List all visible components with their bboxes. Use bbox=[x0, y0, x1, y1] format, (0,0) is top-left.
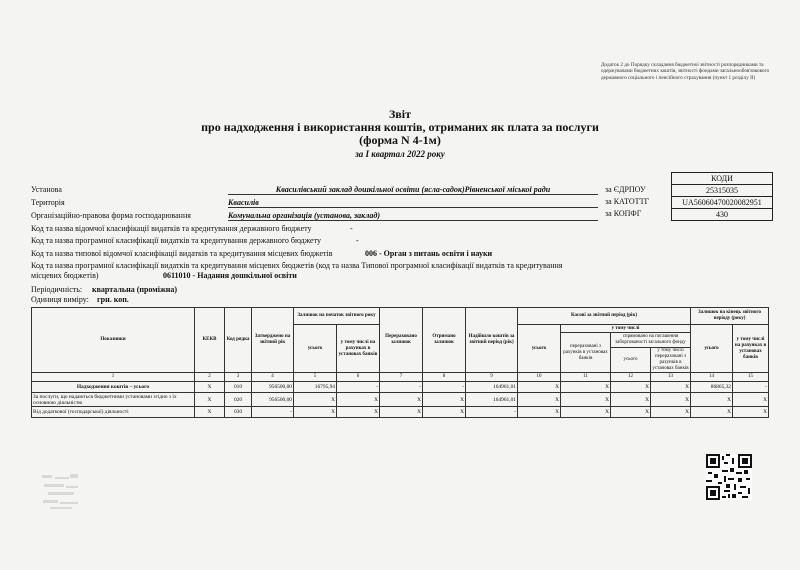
header-approved: Затверджено на звітний рік bbox=[252, 308, 294, 373]
header-cash-total: усього bbox=[518, 325, 561, 373]
table-cell: - bbox=[380, 382, 423, 393]
table-row bbox=[32, 393, 769, 407]
report-table bbox=[31, 307, 769, 418]
header-balance-start: Залишок на початок звітного року bbox=[294, 308, 380, 325]
header-transferred: Перераховано залишок bbox=[380, 308, 423, 373]
org-form-label: Організаційно-правова форма господарювання bbox=[31, 211, 191, 220]
institution-value: Квасилівський заклад дошкільної освіти (ясла-садок)Рівненської міської ради bbox=[228, 185, 598, 195]
periodicity-value: квартальна (проміжна) bbox=[92, 285, 178, 294]
dept-classification-value: - bbox=[350, 224, 353, 233]
table-cell: - bbox=[733, 382, 769, 393]
table-cell: X bbox=[380, 407, 423, 418]
table-cell: X bbox=[611, 407, 651, 418]
codes-header: КОДИ bbox=[672, 173, 772, 185]
table-cell: X bbox=[195, 407, 225, 418]
report-period: за I квартал 2022 року bbox=[355, 149, 445, 159]
katottg-code: UA56060470020082951 bbox=[672, 197, 772, 209]
prog-classification-label: Код та назва програмної класифікації видатків та кредитування державного бюджету bbox=[31, 236, 321, 245]
column-numbers-row bbox=[32, 373, 769, 382]
table-cell: X bbox=[651, 393, 691, 407]
prog-classification-value: - bbox=[356, 236, 359, 245]
annex-note: Додаток 2 до Порядку складання бюджетної звітності розпорядниками та одержувачами бюджетних коштів, звітності фондами загальнообов'язкового державного соціального і пенсійного страхування (пункт 1 розділу II) bbox=[601, 62, 770, 81]
table-row bbox=[32, 382, 769, 393]
local-classification-label: Код та назва програмної класифікації видатків та кредитування місцевих бюджетів (код та назва Типової програмної класифікації видатків та кредитування місцевих бюджетів) bbox=[31, 261, 563, 280]
stamp-icon bbox=[40, 472, 90, 512]
table-cell: X bbox=[561, 393, 611, 407]
table-cell: 164961,01 bbox=[466, 393, 518, 407]
table-cell: X bbox=[733, 393, 769, 407]
table-cell: - bbox=[337, 382, 380, 393]
report-title: Звіт bbox=[388, 107, 412, 121]
table-cell: 030 bbox=[225, 407, 252, 418]
table-cell: X bbox=[561, 382, 611, 393]
table-cell: X bbox=[561, 407, 611, 418]
table-cell: X bbox=[337, 407, 380, 418]
column-number: 6 bbox=[337, 373, 380, 382]
column-number: 8 bbox=[423, 373, 466, 382]
table-row bbox=[32, 407, 769, 418]
unit-value: грн. коп. bbox=[97, 295, 129, 304]
table-cell: X bbox=[195, 382, 225, 393]
column-number: 10 bbox=[518, 373, 561, 382]
table-cell: 956500,00 bbox=[252, 382, 294, 393]
unit-label: Одиниця виміру: bbox=[31, 295, 89, 304]
column-number: 14 bbox=[691, 373, 733, 382]
header-cash-incl: у тому числі bbox=[561, 325, 691, 333]
table-cell: X bbox=[294, 407, 337, 418]
table-cell: - bbox=[466, 407, 518, 418]
table-cell: 020 bbox=[225, 393, 252, 407]
edrpou-code: 25315035 bbox=[672, 185, 772, 197]
form-number: (форма N 4-1м) bbox=[359, 133, 441, 147]
table-cell: - bbox=[252, 407, 294, 418]
local-classification-value: 0611010 - Надання дошкільної освіти bbox=[163, 271, 297, 280]
table-cell: X bbox=[195, 393, 225, 407]
org-form-value: Комунальна організація (установа, заклад) bbox=[228, 211, 598, 221]
table-cell: X bbox=[423, 393, 466, 407]
header-balance-start-total: усього bbox=[294, 325, 337, 373]
table-cell: X bbox=[518, 393, 561, 407]
column-number: 13 bbox=[651, 373, 691, 382]
header-balance-start-bank: у тому числі на рахунках в установах банків bbox=[337, 325, 380, 373]
table-cell: X bbox=[691, 407, 733, 418]
table-cell: X bbox=[651, 382, 691, 393]
typical-classification-value: 006 - Орган з питань освіти і науки bbox=[365, 249, 493, 258]
header-kekv: КЕКВ bbox=[195, 308, 225, 373]
table-cell: X bbox=[380, 393, 423, 407]
table-cell: X bbox=[611, 382, 651, 393]
codes-box bbox=[671, 172, 773, 221]
header-cash-expenses: Касові за звітний період (рік) bbox=[518, 308, 691, 325]
table-cell: X bbox=[294, 393, 337, 407]
column-number: 1 bbox=[32, 373, 195, 382]
header-received-year: Надійшло коштів за звітний період (рік) bbox=[466, 308, 518, 373]
institution-label: Установа bbox=[31, 185, 62, 194]
header-sent-to-special-fund: спрямовано на погашення заборгованості загального фонду bbox=[611, 333, 691, 348]
qr-code-icon bbox=[706, 454, 752, 500]
territory-label: Територія bbox=[31, 198, 65, 207]
table-cell: 010 bbox=[225, 382, 252, 393]
edrpou-label: за ЄДРПОУ bbox=[605, 185, 646, 194]
dept-classification-label: Код та назва відомчої класифікації видатків та кредитування державного бюджету bbox=[31, 224, 312, 233]
column-number: 2 bbox=[195, 373, 225, 382]
table-cell: X bbox=[651, 407, 691, 418]
column-number: 4 bbox=[252, 373, 294, 382]
header-sent-total: усього bbox=[611, 348, 651, 373]
header-row-code: Код рядка bbox=[225, 308, 252, 373]
column-number: 9 bbox=[466, 373, 518, 382]
row-label: За послуги, що надаються бюджетними установами згідно з їх основною діяльністю bbox=[32, 393, 195, 407]
header-balance-end-total: усього bbox=[691, 325, 733, 373]
kopfg-code: 430 bbox=[716, 210, 728, 219]
table-cell: X bbox=[518, 382, 561, 393]
column-number: 5 bbox=[294, 373, 337, 382]
table-cell: 164961,01 bbox=[466, 382, 518, 393]
header-balance-end-bank: у тому числі на рахунках в установах банків bbox=[733, 325, 769, 373]
table-cell: X bbox=[423, 407, 466, 418]
kopfg-label: за КОПФГ bbox=[605, 209, 642, 218]
column-number: 15 bbox=[733, 373, 769, 382]
header-balance-end: Залишок на кінець звітного періоду (року) bbox=[691, 308, 769, 325]
periodicity-label: Періодичність: bbox=[31, 285, 83, 294]
table-cell: X bbox=[733, 407, 769, 418]
katottg-label: за КАТОТТГ bbox=[605, 197, 650, 206]
column-number: 7 bbox=[380, 373, 423, 382]
column-number: 11 bbox=[561, 373, 611, 382]
table-cell: X bbox=[691, 393, 733, 407]
header-received-balance: Отримано залишок bbox=[423, 308, 466, 373]
table-cell: 16795,94 bbox=[294, 382, 337, 393]
table-cell: X bbox=[611, 393, 651, 407]
table-cell: 86865,32 bbox=[691, 382, 733, 393]
report-subtitle: про надходження і використання коштів, отриманих як плата за послуги bbox=[201, 120, 599, 134]
typical-classification-label: Код та назва типової відомчої класифікації видатків та кредитування місцевих бюджетів bbox=[31, 249, 333, 258]
column-number: 3 bbox=[225, 373, 252, 382]
column-number: 12 bbox=[611, 373, 651, 382]
row-label: Від додаткової (господарської) діяльності bbox=[32, 407, 195, 418]
table-cell: 956500,00 bbox=[252, 393, 294, 407]
header-transferred-from-accounts: перераховані з рахунків в установах банків bbox=[561, 333, 611, 373]
table-cell: - bbox=[423, 382, 466, 393]
row-label: Надходження коштів – усього bbox=[32, 382, 195, 393]
header-sent-incl-accounts: у тому числі перераховані з рахунків в установах банків bbox=[652, 348, 689, 371]
territory-value: Квасилів bbox=[228, 198, 598, 208]
table-cell: X bbox=[337, 393, 380, 407]
header-indicators: Показники bbox=[32, 308, 195, 373]
table-cell: X bbox=[518, 407, 561, 418]
